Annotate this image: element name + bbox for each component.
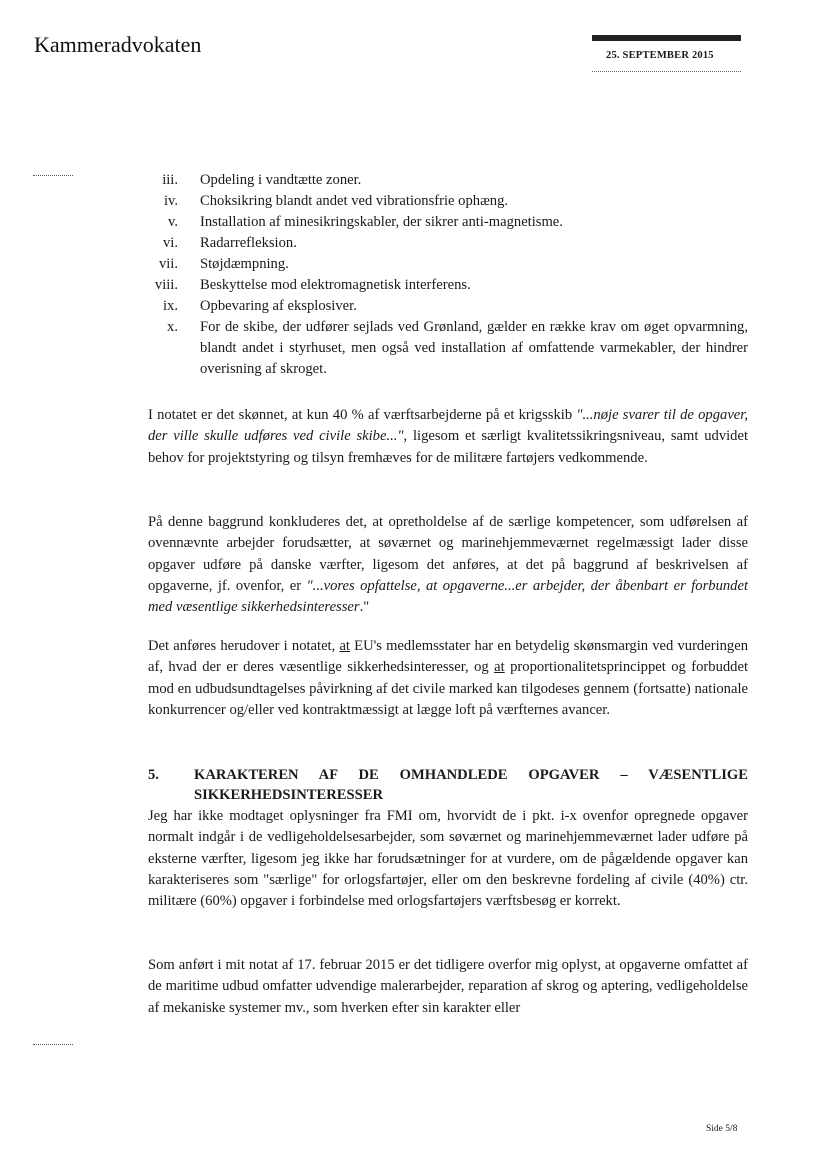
list-item	[148, 275, 748, 296]
page-number: Side 5/8	[706, 1124, 738, 1134]
paragraph-text: proportionalitetsprincippet og forbuddet mod en udbudsundtagelses påvirkning af det civile marked kan tilgodeses gennem (fortsatte) nationale konkurrencer og/eller ved kontraktmæssigt at lægge loft på værfternes avancer.	[148, 659, 748, 718]
paragraph-estimate	[148, 405, 748, 469]
requirements-list	[148, 170, 748, 380]
organization-name: Kammeradvokaten	[34, 32, 202, 57]
underlined-text: at	[494, 659, 505, 676]
list-item-text: For de skibe, der udfører sejlads ved Grønland, gælder en række krav om øget opvarmning, blandt andet i styrhuset, men også ved installation af omfattende varmekabler, der hindrer overisning af skroget.	[200, 319, 748, 377]
list-item	[148, 233, 748, 254]
list-item	[148, 212, 748, 233]
section-number: 5.	[148, 767, 159, 783]
header-bar	[592, 35, 741, 41]
document-date: 25. SEPTEMBER 2015	[606, 50, 714, 61]
paragraph-text: Det anføres herudover i notatet,	[148, 638, 340, 654]
list-item	[148, 191, 748, 212]
date-divider	[592, 71, 741, 72]
paragraph-conclusion	[148, 512, 748, 618]
margin-fold-mark-top	[33, 175, 73, 176]
quote-text: "...vores opfattelse, at opgaverne...er arbejder, der åbenbart er forbundet med væsentlige sikkerhedsinteresser	[148, 577, 748, 616]
section-heading	[148, 765, 748, 805]
list-item-number: x.	[167, 319, 178, 335]
paragraph-discretion	[148, 636, 748, 721]
list-item-text: Opdeling i vandtætte zoner.	[200, 172, 362, 188]
list-item-text: Beskyttelse mod elektromagnetisk interferens.	[200, 277, 471, 293]
list-item-number: viii.	[154, 277, 178, 293]
list-item-number: v.	[168, 214, 178, 230]
list-item	[148, 170, 748, 191]
list-item-text: Opbevaring af eksplosiver.	[200, 298, 357, 314]
paragraph-text: ."	[359, 599, 370, 616]
paragraph-previous-note: Som anført i mit notat af 17. februar 2015 er det tidligere overfor mig oplyst, at opgaverne omfattet af de maritime udbud omfatter udvendige malerarbejder, reparation af skrog og aptering, vedligeholdelse af mekaniske systemer mv., som hverken efter sin karakter eller	[148, 957, 748, 1016]
list-item	[148, 254, 748, 275]
list-item	[148, 296, 748, 317]
list-item	[148, 317, 748, 380]
list-item-text: Choksikring blandt andet ved vibrationsfrie ophæng.	[200, 193, 509, 209]
paragraph-information: Jeg har ikke modtaget oplysninger fra FMI om, hvorvidt de i pkt. i-x ovenfor opregnede opgaver normalt indgår i de vedligeholdelsesarbejder, som søværnet og marinehjemmeværnet lader udføre på eksterne værfter, ligesom jeg ikke har forudsætninger for at vurdere, om de pågældende opgaver kan karakteriseres som "særlige" for orlogsfartøjer, eller om den beskrevne fordeling af civile (40%) ctr. militære (60%) opgaver i forbindelse med orlogsfartøjers værftsbesøg er korrekt.	[148, 808, 748, 910]
paragraph-text: EU's medlemsstater har en betydelig skønsmargin ved vurderingen af, hvad der er deres væsentlige sikkerhedsinteresser, og	[148, 638, 748, 676]
margin-fold-mark-bottom	[33, 1044, 73, 1045]
quote-text: "...nøje svarer til de opgaver, der ville skulle udføres ved civile skibe..."	[148, 407, 748, 445]
list-item-number: ix.	[163, 298, 178, 314]
paragraph-text: , ligesom et særligt kvalitetssikringsniveau, samt udvidet behov for projektstyring og tilsyn fremhæves for de militære fartøjers vedkommende.	[148, 428, 748, 466]
list-item-text: Installation af minesikringskabler, der sikrer anti-magnetisme.	[200, 214, 563, 230]
list-item-number: iv.	[163, 193, 178, 209]
underlined-text: at	[339, 638, 350, 654]
list-item-text: Støjdæmpning.	[200, 256, 289, 272]
list-item-text: Radarrefleksion.	[200, 235, 297, 251]
paragraph-text: I notatet er det skønnet, at kun 40 % af værftsarbejderne på et krigsskib	[148, 407, 577, 423]
list-item-number: iii.	[162, 172, 178, 188]
section-title: KARAKTEREN AF DE OMHANDLEDE OPGAVER – VÆSENTLIGE SIKKERHEDSINTERESSER	[194, 767, 748, 803]
list-item-number: vi.	[163, 235, 178, 251]
paragraph-text: På denne baggrund konkluderes det, at opretholdelse af de særlige kompetencer, som udførelsen af ovennævnte arbejder forudsætter, at søværnet og marinehjemmeværnet regelmæssigt lader disse opgaver udføre på danske værfter, ligesom det anføres, at det på baggrund af beskrivelsen af opgaverne, jf. ovenfor, er	[148, 514, 748, 594]
list-item-number: vii.	[158, 256, 178, 272]
